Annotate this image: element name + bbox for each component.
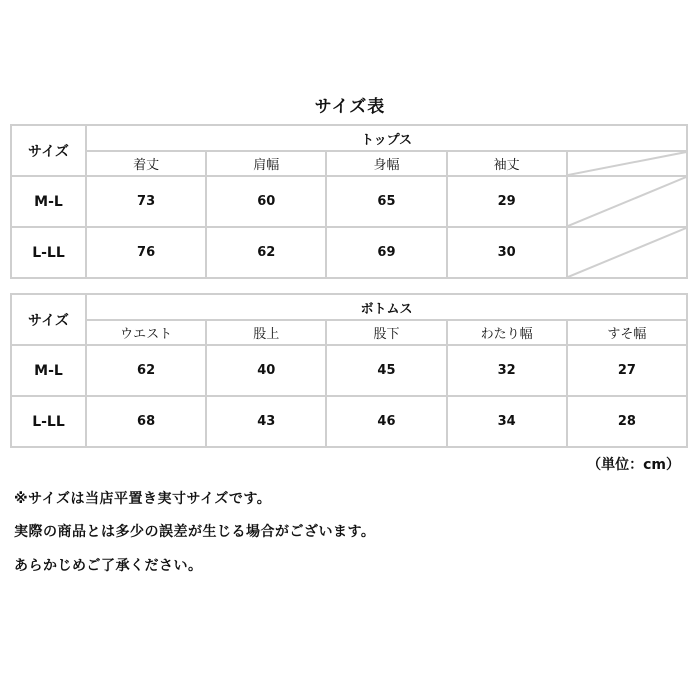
table-cell: 76 [86,227,206,278]
note-line: 実際の商品とは多少の誤差が生じる場合がございます。 [14,524,376,540]
table-cell: 30 [447,227,567,278]
bottoms-group-header: ボトムス [86,294,687,320]
column-header: 股上 [206,320,326,345]
empty-cell [567,151,687,176]
size-header: サイズ [11,125,86,176]
size-label: M-L [11,345,86,396]
page-title: サイズ表 [314,97,386,117]
tops-size-table [10,124,688,279]
empty-cell [567,227,687,278]
column-header: 着丈 [86,151,206,176]
column-header: ウエスト [86,320,206,345]
table-cell: 34 [447,396,567,447]
bottoms-size-table [10,293,688,448]
note-line: あらかじめご了承ください。 [14,558,203,574]
size-header: サイズ [11,294,86,345]
table-cell: 62 [86,345,206,396]
table-cell: 62 [206,227,326,278]
unit-label: （単位：cm） [587,457,680,473]
table-cell: 73 [86,176,206,227]
table-cell: 40 [206,345,326,396]
column-header: 肩幅 [206,151,326,176]
table-row [11,345,687,396]
table-cell: 28 [567,396,687,447]
table-cell: 32 [447,345,567,396]
note-line: ※サイズは当店平置き実寸サイズです。 [14,491,272,507]
table-cell: 27 [567,345,687,396]
tops-group-header: トップス [86,125,687,151]
table-cell: 65 [326,176,446,227]
table-cell: 45 [326,345,446,396]
table-cell: 69 [326,227,446,278]
column-header: 袖丈 [447,151,567,176]
size-label: M-L [11,176,86,227]
table-cell: 43 [206,396,326,447]
column-header: 身幅 [326,151,446,176]
empty-cell [567,176,687,227]
column-header: わたり幅 [447,320,567,345]
column-header: すそ幅 [567,320,687,345]
table-cell: 68 [86,396,206,447]
table-cell: 46 [326,396,446,447]
size-label: L-LL [11,396,86,447]
table-cell: 60 [206,176,326,227]
table-row [11,227,687,278]
size-label: L-LL [11,227,86,278]
column-header: 股下 [326,320,446,345]
table-cell: 29 [447,176,567,227]
table-row [11,396,687,447]
table-row [11,176,687,227]
